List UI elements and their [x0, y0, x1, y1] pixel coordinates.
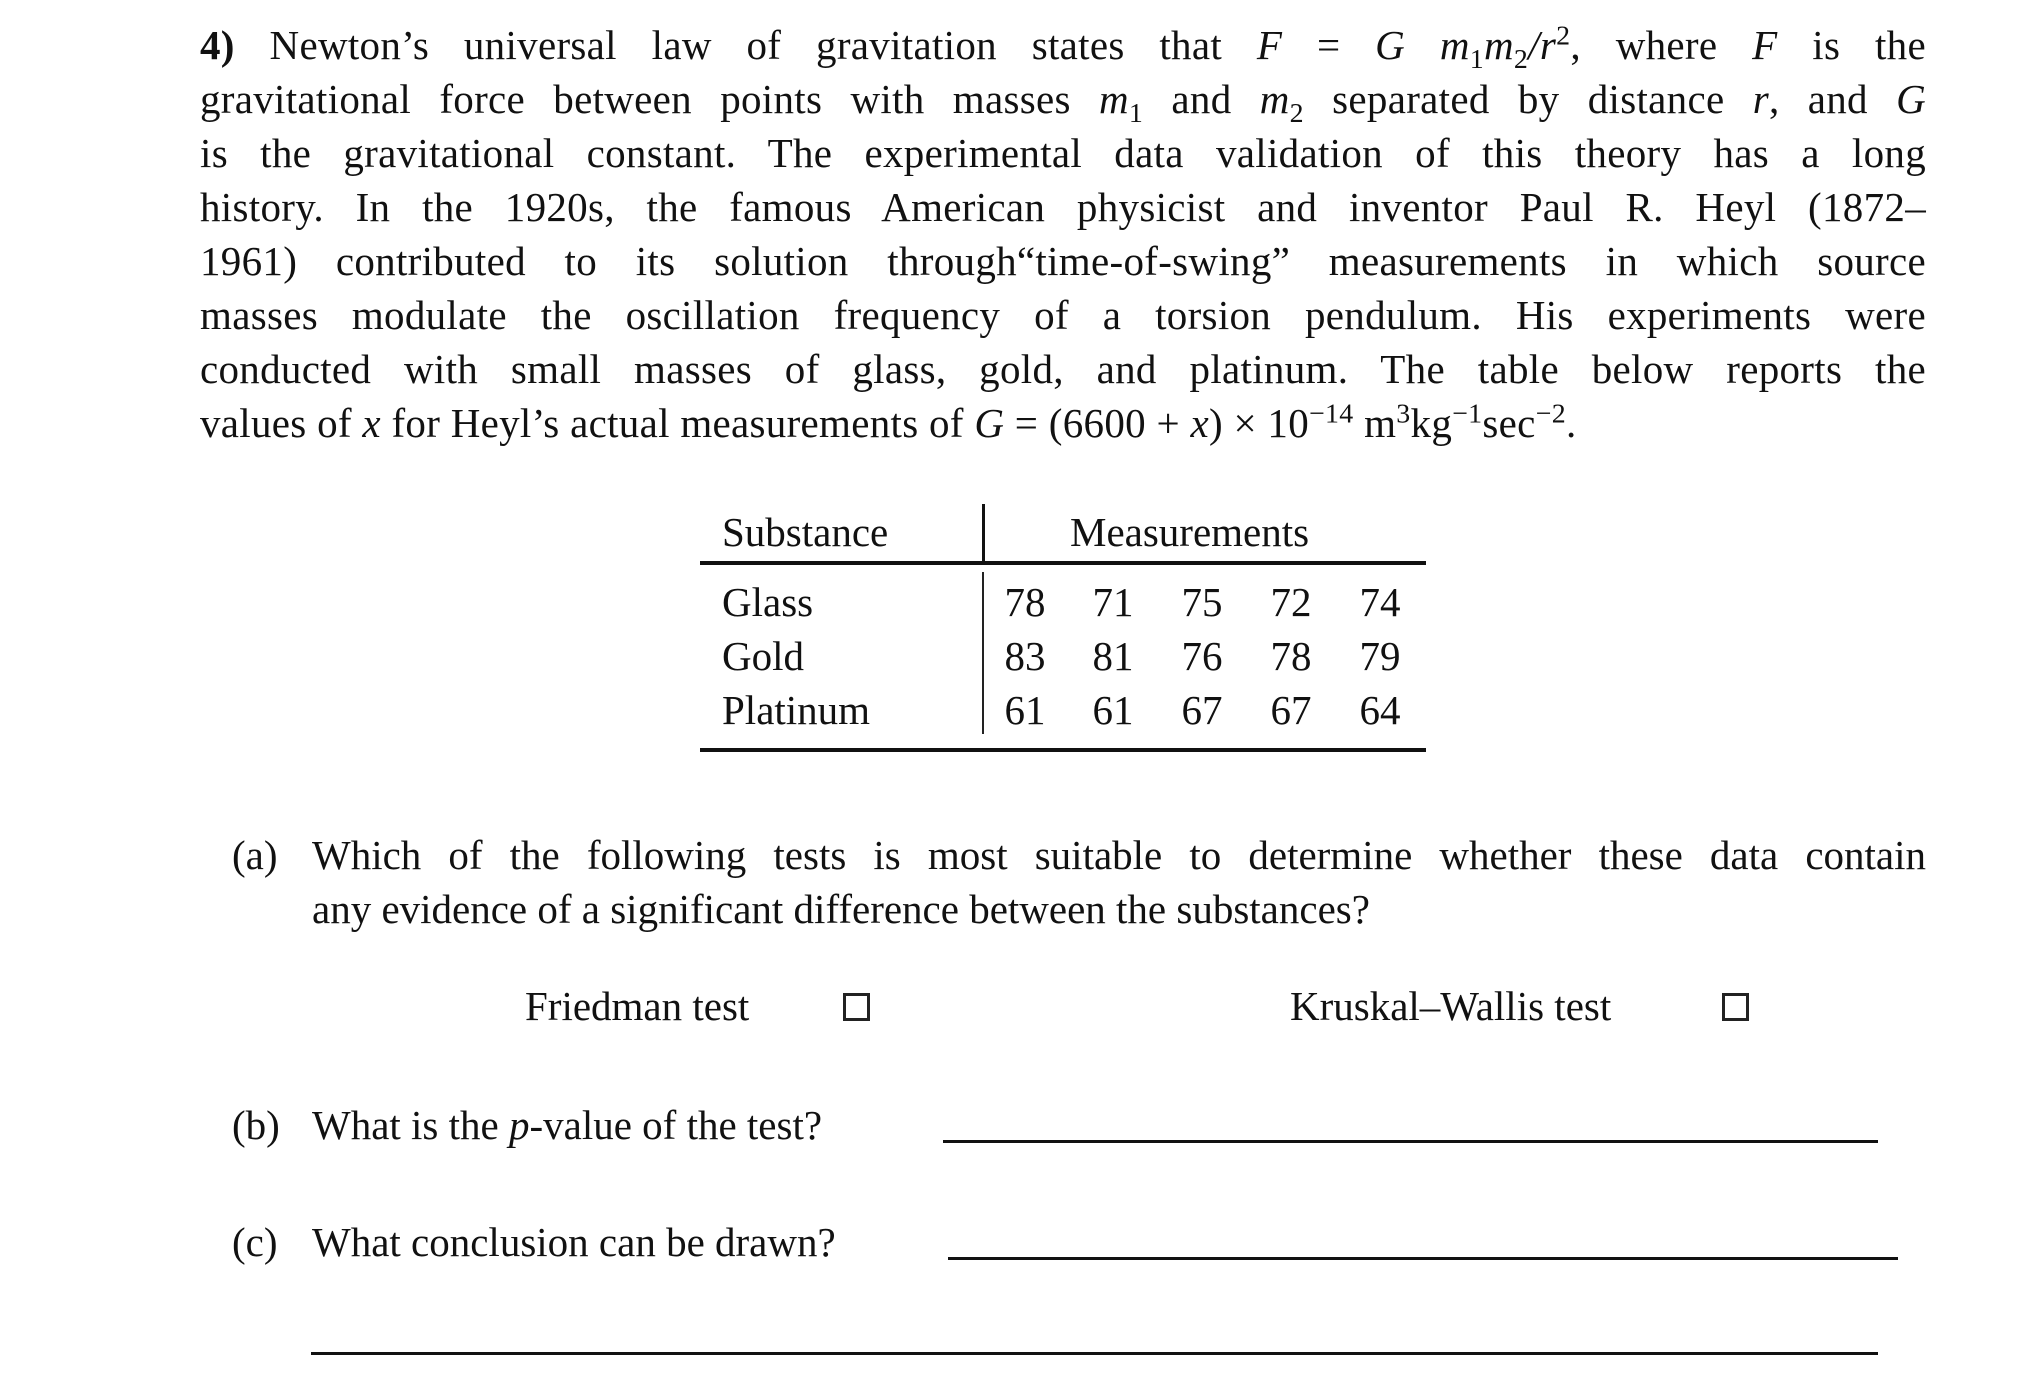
- option-kruskal-wallis-checkbox[interactable]: [1722, 993, 1749, 1021]
- problem-number: 4): [200, 22, 235, 68]
- bottom-rule: [700, 748, 1426, 752]
- cell: 79: [1359, 633, 1401, 679]
- header-divider: [982, 504, 985, 562]
- problem-line-2: gravitational force between points with masses $m_1$ and $m_2$ separated by distance r, and G: [200, 76, 1926, 130]
- option-friedman-checkbox[interactable]: [843, 993, 870, 1021]
- row-substance: Gold: [722, 633, 804, 679]
- cell: 74: [1359, 579, 1401, 625]
- cell: 81: [1092, 633, 1134, 679]
- cell: 67: [1270, 687, 1312, 733]
- problem-line-6: masses modulate the oscillation frequency of a torsion pendulum. His experiments were: [200, 292, 1926, 338]
- table-row-platinum: [700, 686, 1426, 740]
- cell: 67: [1181, 687, 1223, 733]
- problem-line-5: 1961) contributed to its solution through“time-of-swing” measurements in which source: [200, 238, 1926, 284]
- problem-line-8: values of x for Heyl’s actual measurements of $G = (6600 + x) \times 10^{-14}$ $m^3kg^{-1}\sec^{-2}$.: [200, 398, 1577, 446]
- problem-line-1: 4) Newton’s universal law of gravitation states that F = G $m_1m_2/r^2$, where F is the: [200, 20, 1926, 76]
- cell: 72: [1270, 579, 1312, 625]
- option-kruskal-wallis-label: Kruskal–Wallis test: [1290, 983, 1612, 1029]
- question-a: [232, 828, 1926, 938]
- cell: 61: [1092, 687, 1134, 733]
- header-measurements: Measurements: [1070, 509, 1310, 555]
- problem-line-7: conducted with small masses of glass, gold, and platinum. The table below reports the: [200, 346, 1926, 392]
- cell: 75: [1181, 579, 1223, 625]
- conclusion-answer-line[interactable]: [948, 1257, 1898, 1260]
- question-b: [232, 1098, 952, 1152]
- question-b-text: What is the p-value of the test?: [312, 1102, 823, 1148]
- row-substance: Glass: [722, 579, 814, 625]
- cell: 83: [1004, 633, 1046, 679]
- question-c-label: (c): [232, 1219, 278, 1265]
- cell: 64: [1359, 687, 1401, 733]
- cell: 61: [1004, 687, 1046, 733]
- conclusion-answer-line-2[interactable]: [311, 1352, 1878, 1355]
- cell: 78: [1004, 579, 1046, 625]
- header-substance: Substance: [722, 509, 889, 555]
- table-row-gold: [700, 632, 1426, 686]
- cell: 76: [1181, 633, 1223, 679]
- problem-line-3: is the gravitational constant. The experimental data validation of this theory has a long: [200, 130, 1926, 176]
- question-a-label: (a): [232, 832, 278, 878]
- problem-statement: [200, 18, 1926, 450]
- cell: 71: [1092, 579, 1134, 625]
- problem-line-4: history. In the 1920s, the famous American physicist and inventor Paul R. Heyl (1872–: [200, 184, 1926, 230]
- question-b-label: (b): [232, 1102, 280, 1148]
- p-value-answer-line[interactable]: [943, 1140, 1878, 1143]
- option-friedman-label: Friedman test: [525, 983, 750, 1029]
- cell: 78: [1270, 633, 1312, 679]
- table-row-glass: [700, 578, 1426, 632]
- question-c-text: What conclusion can be drawn?: [312, 1219, 836, 1265]
- table-header: [700, 500, 1426, 562]
- row-substance: Platinum: [722, 687, 871, 733]
- question-a-text: Which of the following tests is most suitable to determine whether these data contain any evidence of a significant difference between the substances?: [312, 832, 1926, 932]
- question-c: [232, 1215, 952, 1269]
- header-rule: [700, 561, 1426, 565]
